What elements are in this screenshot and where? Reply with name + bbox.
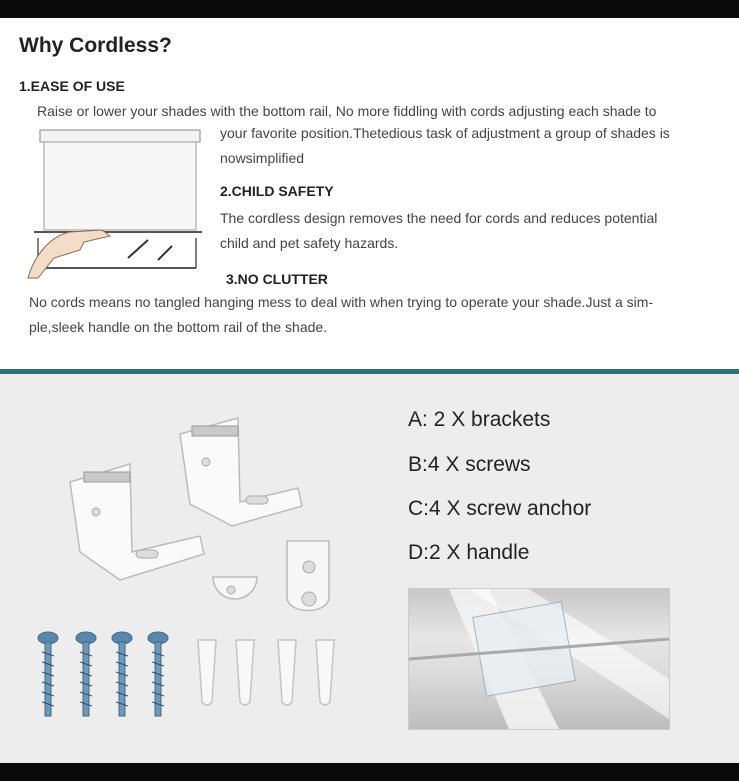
handle-closeup-photo bbox=[408, 588, 670, 730]
section-child-title: 2.CHILD SAFETY bbox=[220, 183, 334, 199]
section-ease-line1: Raise or lower your shades with the bottom rail, No more fiddling with cords adjusting each shade to bbox=[37, 103, 657, 119]
part-screws: B:4 X screws bbox=[408, 453, 531, 476]
page-title: Why Cordless? bbox=[19, 34, 172, 57]
section-ease-line3: nowsimplified bbox=[220, 150, 305, 166]
section-ease-title: 1.EASE OF USE bbox=[19, 78, 125, 94]
section-child-line1: The cordless design removes the need for cords and reduces potential bbox=[220, 210, 658, 226]
top-border bbox=[0, 0, 739, 18]
handle-icon bbox=[205, 535, 345, 625]
part-handle: D:2 X handle bbox=[408, 541, 530, 564]
section-child-line2: child and pet safety hazards. bbox=[220, 235, 399, 251]
part-brackets: A: 2 X brackets bbox=[408, 408, 551, 431]
section-clutter-line1: No cords means no tangled hanging mess to deal with when trying to operate your shade.Just a sim- bbox=[29, 294, 654, 310]
bottom-border bbox=[0, 763, 739, 781]
screw-anchor-icon bbox=[190, 630, 350, 710]
section-clutter-line2: ple,sleek handle on the bottom rail of the shade. bbox=[29, 319, 328, 335]
section-clutter-title: 3.NO CLUTTER bbox=[226, 271, 328, 287]
screw-icon bbox=[30, 628, 180, 723]
part-screw-anchor: C:4 X screw anchor bbox=[408, 497, 592, 520]
shade-illustration bbox=[24, 128, 214, 280]
section-ease-line2: your favorite position.Thetedious task of adjustment a group of shades is bbox=[220, 125, 670, 141]
